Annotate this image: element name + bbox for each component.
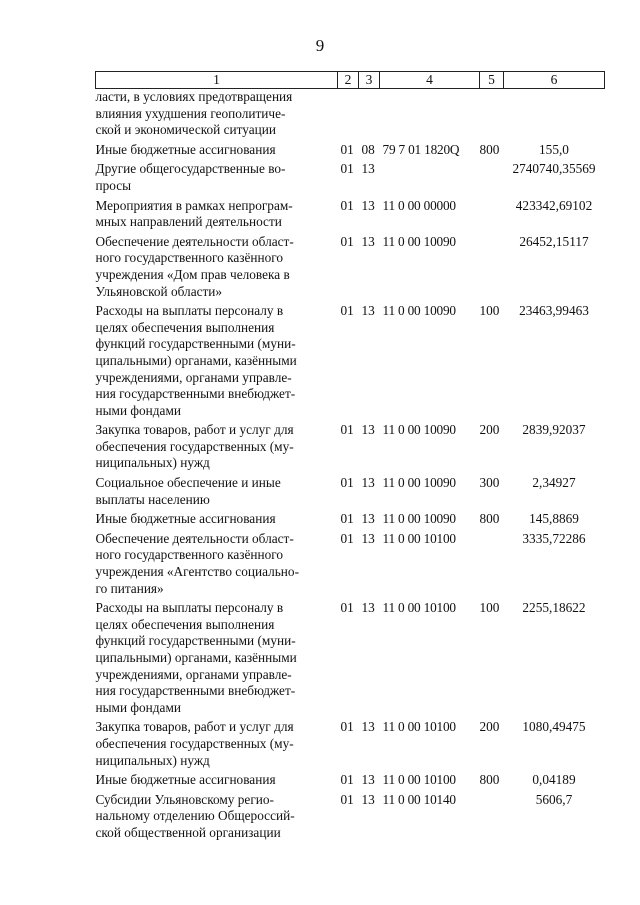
row-amount-cell: 2839,92037 — [522, 422, 586, 438]
row-name-cell: Другие общегосударственные во- просы — [95, 161, 286, 193]
row-section-cell: 01 — [340, 791, 354, 807]
row-subsection-cell: 08 — [361, 141, 375, 157]
row-amount-cell: 26452,15117 — [519, 233, 589, 249]
row-expense-type-cell — [480, 89, 504, 139]
row-target-article-cell: 11 0 00 10090 — [382, 233, 456, 249]
row-target-article-cell: 11 0 00 10100 — [382, 719, 456, 735]
row-target-article-cell: 11 0 00 10140 — [382, 791, 456, 807]
row-expense-type-cell — [480, 198, 504, 231]
row-name-cell: Закупка товаров, работ и услуг для обеспечения государственных (му- ниципальных) нужд — [95, 422, 294, 471]
row-subsection-cell: 13 — [361, 161, 375, 177]
row-section-cell: 01 — [340, 161, 354, 177]
table-row — [96, 531, 605, 597]
row-subsection-cell: 13 — [361, 422, 375, 438]
row-name-cell: Расходы на выплаты персоналу в целях обеспечения выполнения функций государственными (муни- ципальными) органами, казёнными учреждениями, органами управле- ния государственными внебюджет- ными фондами — [95, 600, 297, 715]
row-target-article-cell: 11 0 00 10100 — [382, 772, 456, 788]
row-name-cell: Обеспечение деятельности област- ного государственного казённого учреждения «Дом прав человека в Ульяновской области» — [95, 233, 294, 299]
table-row — [96, 234, 605, 300]
header-col-1: 1 — [96, 72, 338, 89]
table-row — [96, 142, 605, 159]
row-subsection-cell: 13 — [361, 233, 375, 249]
table-body — [96, 89, 605, 842]
table-row — [96, 198, 605, 231]
row-amount-cell: 2255,18622 — [522, 600, 586, 616]
row-expense-type-cell: 200 — [479, 719, 500, 735]
table-row — [96, 475, 605, 508]
table-row — [96, 792, 605, 842]
row-target-article-cell: 79 7 01 1820Q — [382, 141, 460, 157]
row-amount-cell: 2,34927 — [532, 475, 576, 491]
row-expense-type-cell — [480, 161, 504, 194]
table-row — [96, 511, 605, 528]
row-target-article-cell: 11 0 00 10100 — [382, 600, 456, 616]
header-col-2: 2 — [338, 72, 359, 89]
row-name-cell: Субсидии Ульяновскому регио- нальному отделению Общероссий- ской общественной организации — [95, 791, 295, 840]
row-amount-cell: 5606,7 — [535, 791, 573, 807]
table-row — [96, 422, 605, 472]
row-amount-cell: 1080,49475 — [522, 719, 586, 735]
row-name-cell: ласти, в условиях предотвращения влияния ухудшения геополитиче- ской и экономической ситуации — [95, 89, 293, 138]
row-section-cell: 01 — [340, 475, 354, 491]
row-expense-type-cell: 100 — [479, 303, 500, 319]
row-name-cell: Закупка товаров, работ и услуг для обеспечения государственных (му- ниципальных) нужд — [95, 719, 294, 768]
row-subsection-cell: 13 — [361, 791, 375, 807]
row-expense-type-cell: 800 — [479, 772, 500, 788]
header-col-3: 3 — [359, 72, 380, 89]
table-row — [96, 600, 605, 716]
row-target-article-cell: 11 0 00 00000 — [382, 197, 456, 213]
row-expense-type-cell: 800 — [479, 141, 500, 157]
header-col-6: 6 — [504, 72, 605, 89]
row-section-cell — [338, 89, 359, 139]
row-name-cell: Социальное обеспечение и иные выплаты населению — [95, 475, 281, 507]
row-subsection-cell: 13 — [361, 772, 375, 788]
row-target-article-cell: 11 0 00 10090 — [382, 303, 456, 319]
row-subsection-cell: 13 — [361, 530, 375, 546]
row-name-cell: Иные бюджетные ассигнования — [95, 511, 276, 527]
row-target-article-cell — [380, 161, 480, 194]
row-amount-cell: 145,8869 — [529, 511, 579, 527]
row-expense-type-cell — [480, 234, 504, 300]
row-name-cell: Иные бюджетные ассигнования — [95, 772, 276, 788]
row-name-cell: Обеспечение деятельности област- ного государственного казённого учреждения «Агентство социально- го питания» — [95, 530, 299, 596]
row-expense-type-cell: 100 — [479, 600, 500, 616]
row-expense-type-cell: 200 — [479, 422, 500, 438]
header-col-5: 5 — [480, 72, 504, 89]
row-amount-cell: 0,04189 — [532, 772, 576, 788]
row-amount-cell: 155,0 — [539, 141, 569, 157]
row-amount-cell — [504, 89, 605, 139]
row-target-article-cell: 11 0 00 10090 — [382, 511, 456, 527]
row-expense-type-cell: 800 — [479, 511, 500, 527]
row-section-cell: 01 — [340, 719, 354, 735]
row-expense-type-cell: 300 — [479, 475, 500, 491]
row-amount-cell: 2740740,35569 — [512, 161, 596, 177]
row-target-article-cell — [380, 89, 480, 139]
row-target-article-cell: 11 0 00 10090 — [382, 475, 456, 491]
table-row — [96, 719, 605, 769]
row-section-cell: 01 — [340, 233, 354, 249]
table-row — [96, 89, 605, 139]
row-target-article-cell: 11 0 00 10100 — [382, 530, 456, 546]
row-name-cell: Иные бюджетные ассигнования — [95, 141, 276, 157]
table-row — [96, 303, 605, 419]
row-subsection-cell: 13 — [361, 197, 375, 213]
row-section-cell: 01 — [340, 141, 354, 157]
row-section-cell: 01 — [340, 303, 354, 319]
row-section-cell: 01 — [340, 422, 354, 438]
row-section-cell: 01 — [340, 197, 354, 213]
table-row — [96, 772, 605, 789]
row-section-cell: 01 — [340, 530, 354, 546]
row-name-cell: Мероприятия в рамках непрограм- мных направлений деятельности — [95, 197, 293, 230]
table-header — [96, 72, 605, 89]
row-target-article-cell: 11 0 00 10090 — [382, 422, 456, 438]
row-expense-type-cell — [480, 792, 504, 842]
row-amount-cell: 23463,99463 — [519, 303, 589, 319]
row-subsection-cell: 13 — [361, 511, 375, 527]
row-amount-cell: 3335,72286 — [522, 530, 586, 546]
header-col-4: 4 — [380, 72, 480, 89]
table-row — [96, 161, 605, 194]
budget-table — [95, 71, 605, 842]
row-expense-type-cell — [480, 531, 504, 597]
row-section-cell: 01 — [340, 600, 354, 616]
row-subsection-cell — [359, 89, 380, 139]
row-amount-cell: 423342,69102 — [515, 197, 593, 213]
row-subsection-cell: 13 — [361, 475, 375, 491]
row-subsection-cell: 13 — [361, 303, 375, 319]
row-name-cell: Расходы на выплаты персоналу в целях обеспечения выполнения функций государственными (муни- ципальными) органами, казёнными учреждениями, органами управле- ния государственными внебюджет- ными фондами — [95, 303, 297, 418]
row-subsection-cell: 13 — [361, 600, 375, 616]
row-section-cell: 01 — [340, 772, 354, 788]
page-number: 9 — [315, 36, 325, 55]
row-subsection-cell: 13 — [361, 719, 375, 735]
row-section-cell: 01 — [340, 511, 354, 527]
